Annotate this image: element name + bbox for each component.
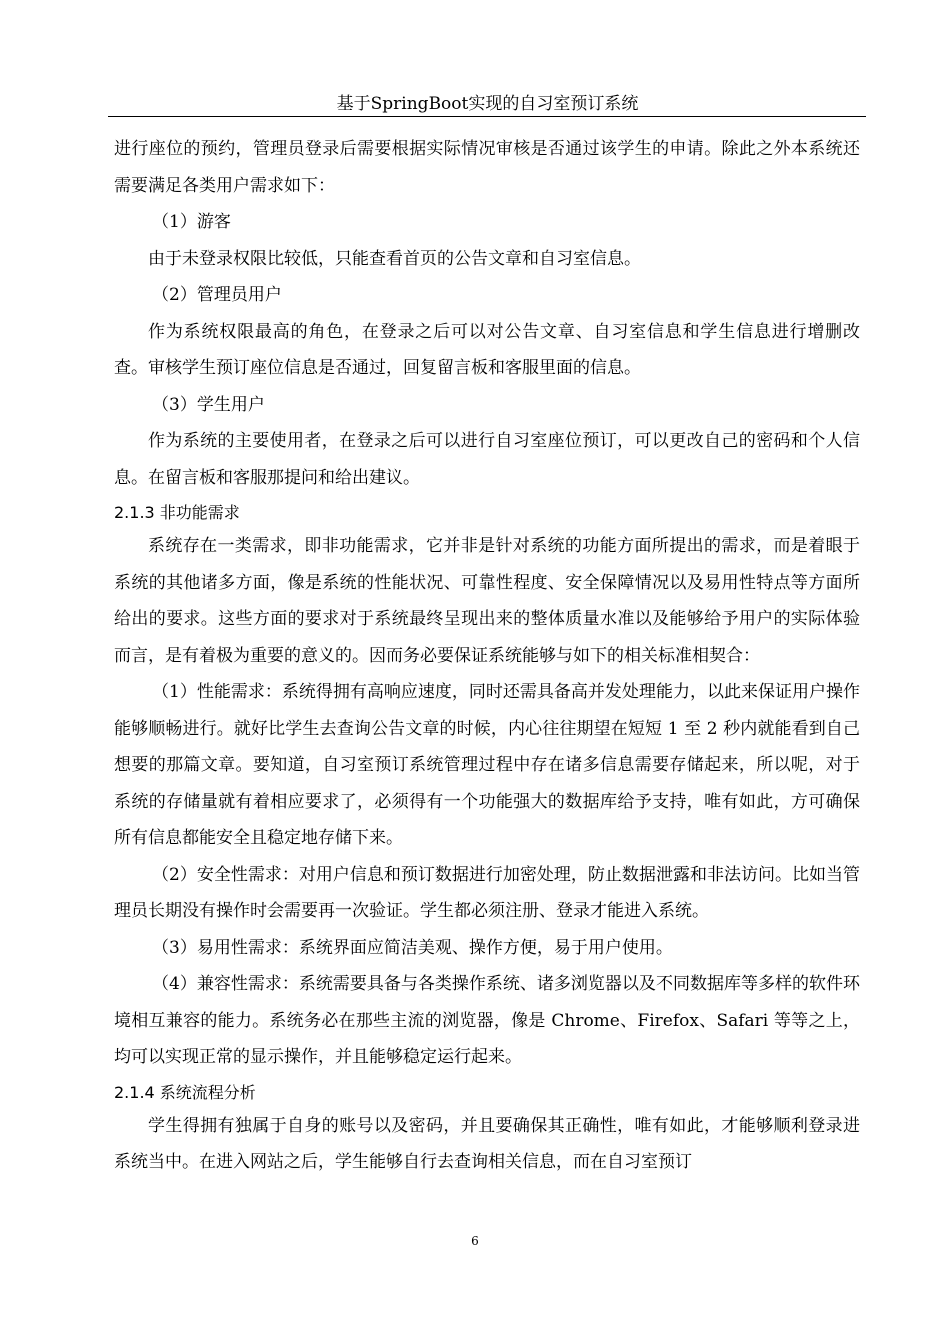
paragraph: 系统存在一类需求，即非功能需求，它并非是针对系统的功能方面所提出的需求，而是着眼于系统的其他诸多方面，像是系统的性能状况、可靠性程度、安全保障情况以及易用性特点等方面所给出的要求。这些方面的要求对于系统最终呈现出来的整体质量水准以及能够给予用户的实际体验而言，是有着极为重要的意义的。因而务必要保证系统能够与如下的相关标准相契合： <box>114 536 860 666</box>
page-header: 基于SpringBoot实现的自习室预订系统 <box>336 94 639 114</box>
list-item-student: （3）学生用户 <box>152 394 265 415</box>
paragraph-usability: （3）易用性需求：系统界面应简洁美观、操作方便，易于用户使用。 <box>152 937 673 958</box>
paragraph: 由于未登录权限比较低，只能查看首页的公告文章和自习室信息。 <box>148 248 641 269</box>
paragraph: 作为系统的主要使用者，在登录之后可以进行自习室座位预订，可以更改自己的密码和个人信息。在留言板和客服那提问和给出建议。 <box>114 431 860 488</box>
paragraph-compatibility: （4）兼容性需求：系统需要具备与各类操作系统、诸多浏览器以及不同数据库等多样的软件环境相互兼容的能力。系统务必在那些主流的浏览器，像是 Chrome、Firefox、Safari 等等之上，均可以实现正常的显示操作，并且能够稳定运行起来。 <box>114 974 860 1067</box>
section-heading-nonfunctional: 2.1.3 非功能需求 <box>114 503 240 522</box>
paragraph: 进行座位的预约，管理员登录后需要根据实际情况审核是否通过该学生的申请。除此之外本系统还需要满足各类用户需求如下： <box>114 139 860 196</box>
paragraph: 学生得拥有独属于自身的账号以及密码，并且要确保其正确性，唯有如此，才能够顺利登录进系统当中。在进入网站之后，学生能够自行去查询相关信息，而在自习室预订 <box>114 1115 860 1172</box>
list-item-admin: （2）管理员用户 <box>152 285 282 305</box>
list-item-visitor: （1）游客 <box>152 212 231 232</box>
header-rule <box>108 116 866 117</box>
page-body <box>114 131 860 1181</box>
paragraph-security: （2）安全性需求：对用户信息和预订数据进行加密处理，防止数据泄露和非法访问。比如当管理员长期没有操作时会需要再一次验证。学生都必须注册、登录才能进入系统。 <box>114 864 860 921</box>
section-heading-flow: 2.1.4 系统流程分析 <box>114 1082 256 1102</box>
paragraph: 作为系统权限最高的角色，在登录之后可以对公告文章、自习室信息和学生信息进行增删改查。审核学生预订座位信息是否通过，回复留言板和客服里面的信息。 <box>114 321 860 378</box>
page-number: 6 <box>471 1234 479 1248</box>
paragraph-performance: （1）性能需求：系统得拥有高响应速度，同时还需具备高并发处理能力，以此来保证用户操作能够顺畅进行。就好比学生去查询公告文章的时候，内心往往期望在短短 1 至 2 秒内就能看到自己想要的那篇文章。要知道，自习室预订系统管理过程中存在诸多信息需要存储起来，所以呢，对于系统的存储量就有着相应要求了，必须得有一个功能强大的数据库给予支持，唯有如此，方可确保所有信息都能安全且稳定地存储下来。 <box>114 682 860 848</box>
